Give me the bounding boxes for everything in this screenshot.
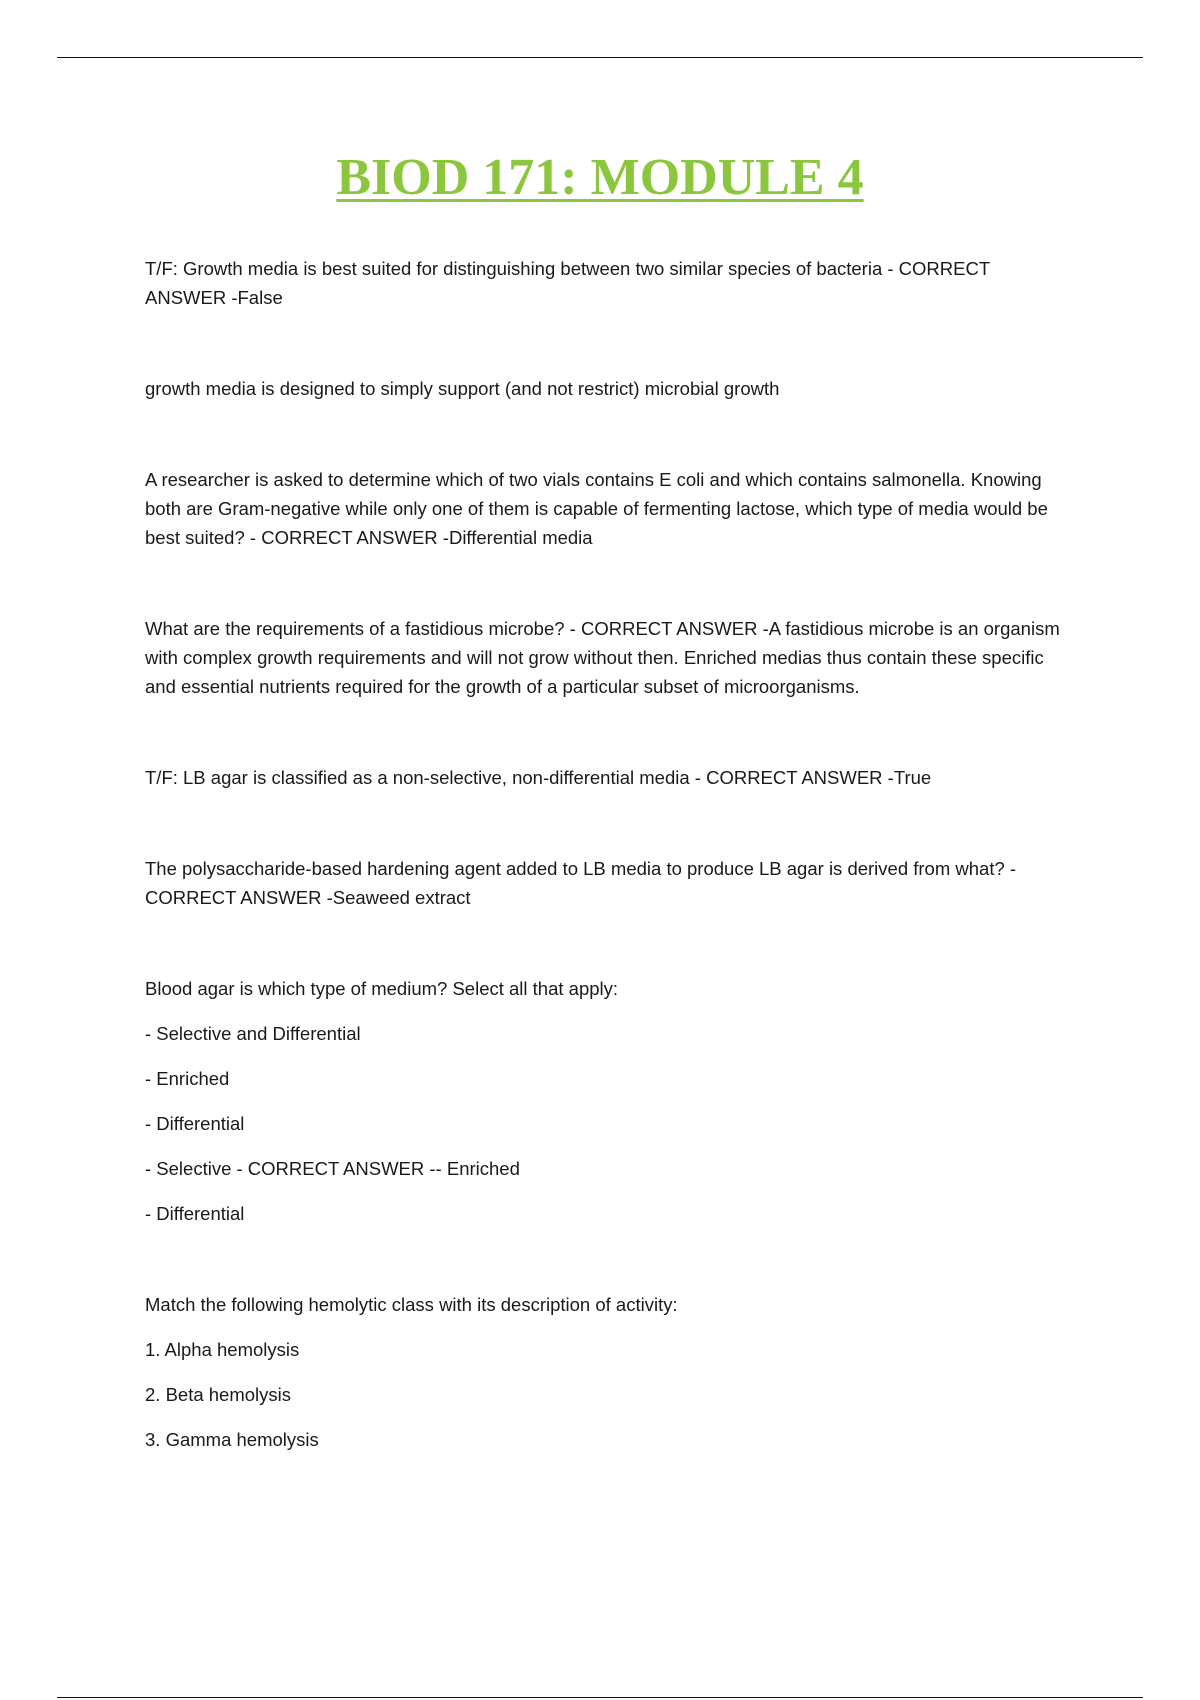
- document-body: [145, 254, 1060, 1470]
- paragraph-lb-agar-tf: T/F: LB agar is classified as a non-selective, non-differential media - CORRECT ANSWER -True: [145, 767, 932, 788]
- list-item: 1. Alpha hemolysis: [145, 1339, 300, 1360]
- document-title-container: [0, 148, 1200, 208]
- list-item: 3. Gamma hemolysis: [145, 1429, 319, 1450]
- list-item: - Enriched: [145, 1068, 230, 1089]
- paragraph-growth-media-tf: T/F: Growth media is best suited for distinguishing between two similar species of bacteria - CORRECT ANSWER -False: [145, 258, 990, 308]
- hemolysis-question-block: [145, 1290, 1060, 1454]
- paragraph-growth-media-note: growth media is designed to simply support (and not restrict) microbial growth: [145, 378, 780, 399]
- list-item: 2. Beta hemolysis: [145, 1384, 292, 1405]
- paragraph-fastidious-microbe: What are the requirements of a fastidious microbe? - CORRECT ANSWER -A fastidious microbe is an organism with complex growth requirements and will not grow without then. Enriched medias thus contain these specific and essential nutrients required for the growth of a particular subset of microorganisms.: [145, 618, 1060, 697]
- list-item: - Selective and Differential: [145, 1023, 361, 1044]
- hemolysis-question: Match the following hemolytic class with its description of activity:: [145, 1294, 678, 1315]
- footer-rule: [57, 1697, 1143, 1698]
- blood-agar-question-block: [145, 974, 1060, 1228]
- list-item: - Selective - CORRECT ANSWER -- Enriched: [145, 1158, 520, 1179]
- header-rule: [57, 57, 1143, 58]
- paragraph-researcher-question: A researcher is asked to determine which of two vials contains E coli and which contains salmonella. Knowing both are Gram-negative while only one of them is capable of fermenting lactose, which type of media would be best suited? - CORRECT ANSWER -Differential media: [145, 469, 1048, 548]
- blood-agar-question: Blood agar is which type of medium? Select all that apply:: [145, 978, 619, 999]
- list-item: - Differential: [145, 1113, 245, 1134]
- list-item: - Differential: [145, 1203, 245, 1224]
- document-title: BIOD 171: MODULE 4: [336, 149, 864, 206]
- paragraph-hardening-agent: The polysaccharide-based hardening agent added to LB media to produce LB agar is derived from what? - CORRECT ANSWER -Seaweed extract: [145, 858, 1017, 908]
